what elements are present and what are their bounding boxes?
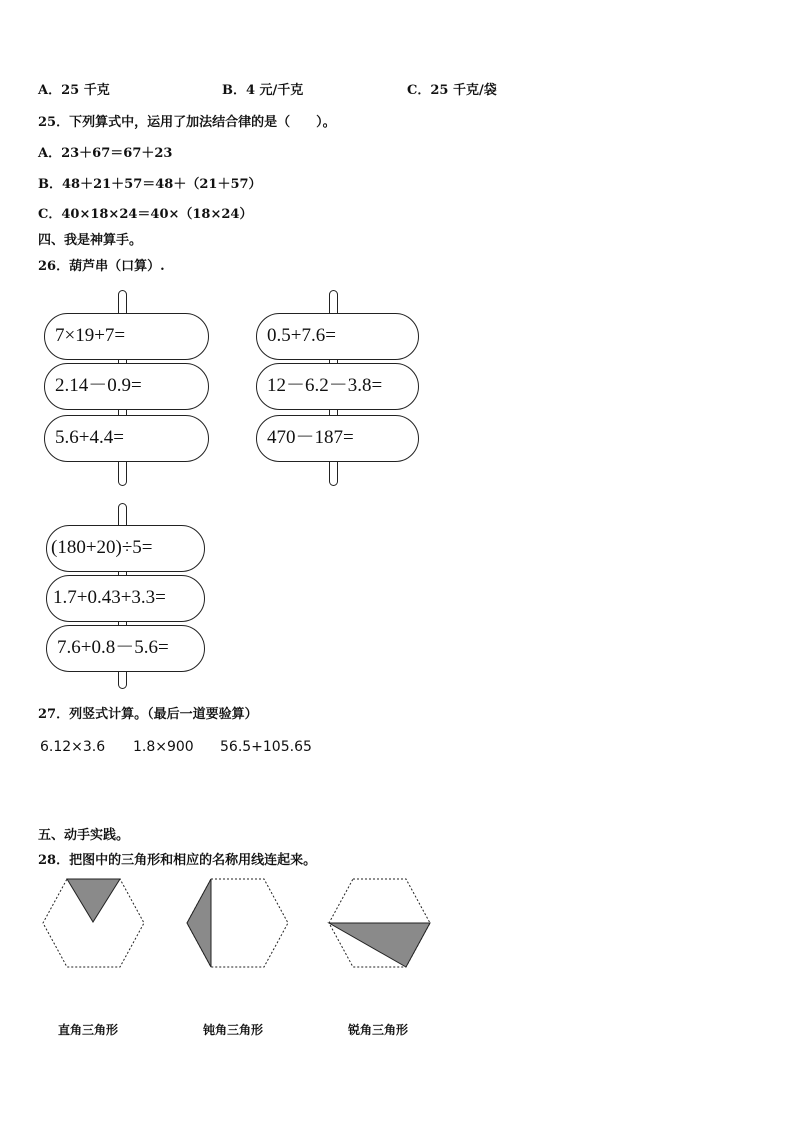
- gourd-1-bead-3: 5.6+4.4=: [44, 415, 209, 462]
- hexagon-figure-2: [184, 876, 290, 970]
- gourd-1-bead-2: 2.14－0.9=: [44, 363, 209, 410]
- shaded-triangle-2: [187, 879, 211, 967]
- label-right-triangle: 直角三角形: [58, 1023, 119, 1037]
- q27-item-2: 1.8×900: [133, 739, 194, 755]
- gourd-3-bead-3: 7.6+0.8－5.6=: [46, 625, 205, 672]
- q28-stem: 28．把图中的三角形和相应的名称用线连起来。: [38, 853, 317, 868]
- label-acute-triangle: 锐角三角形: [348, 1023, 409, 1037]
- section-4-heading: 四、我是神算手。: [38, 233, 143, 248]
- gourd-2-bead-1: 0.5+7.6=: [256, 313, 419, 360]
- label-obtuse-triangle: 钝角三角形: [203, 1023, 264, 1037]
- gourd-2-bead-2: 12－6.2－3.8=: [256, 363, 419, 410]
- gourd-3-bead-1: (180+20)÷5=: [46, 525, 205, 572]
- gourd-3-bead-2: 1.7+0.43+3.3=: [46, 575, 205, 622]
- gourd-2-bead-3: 470－187=: [256, 415, 419, 462]
- q24-option-a: A．25 千克: [38, 83, 110, 98]
- q27-stem: 27．列竖式计算。（最后一道要验算）: [38, 707, 258, 722]
- section-5-heading: 五、动手实践。: [38, 828, 130, 843]
- q26-stem: 26．葫芦串（口算）.: [38, 259, 165, 274]
- q25-stem: 25．下列算式中，运用了加法结合律的是（ ）。: [38, 115, 336, 130]
- shaded-triangle-1: [67, 879, 120, 922]
- hexagon-figure-1: [40, 876, 146, 970]
- q25-option-b: B．48＋21＋57＝48＋（21＋57）: [38, 177, 262, 192]
- q24-option-b: B．4 元/千克: [222, 83, 304, 98]
- q25-option-c: C．40×18×24＝40×（18×24）: [38, 207, 253, 222]
- q24-option-c: C．25 千克/袋: [407, 83, 497, 98]
- hexagon-figure-3: [326, 876, 432, 970]
- shaded-triangle-3: [329, 923, 430, 967]
- q25-option-a: A．23＋67＝67＋23: [38, 146, 173, 161]
- q27-item-3: 56.5+105.65: [220, 739, 312, 755]
- gourd-1-bead-1: 7×19+7=: [44, 313, 209, 360]
- q27-item-1: 6.12×3.6: [40, 739, 106, 755]
